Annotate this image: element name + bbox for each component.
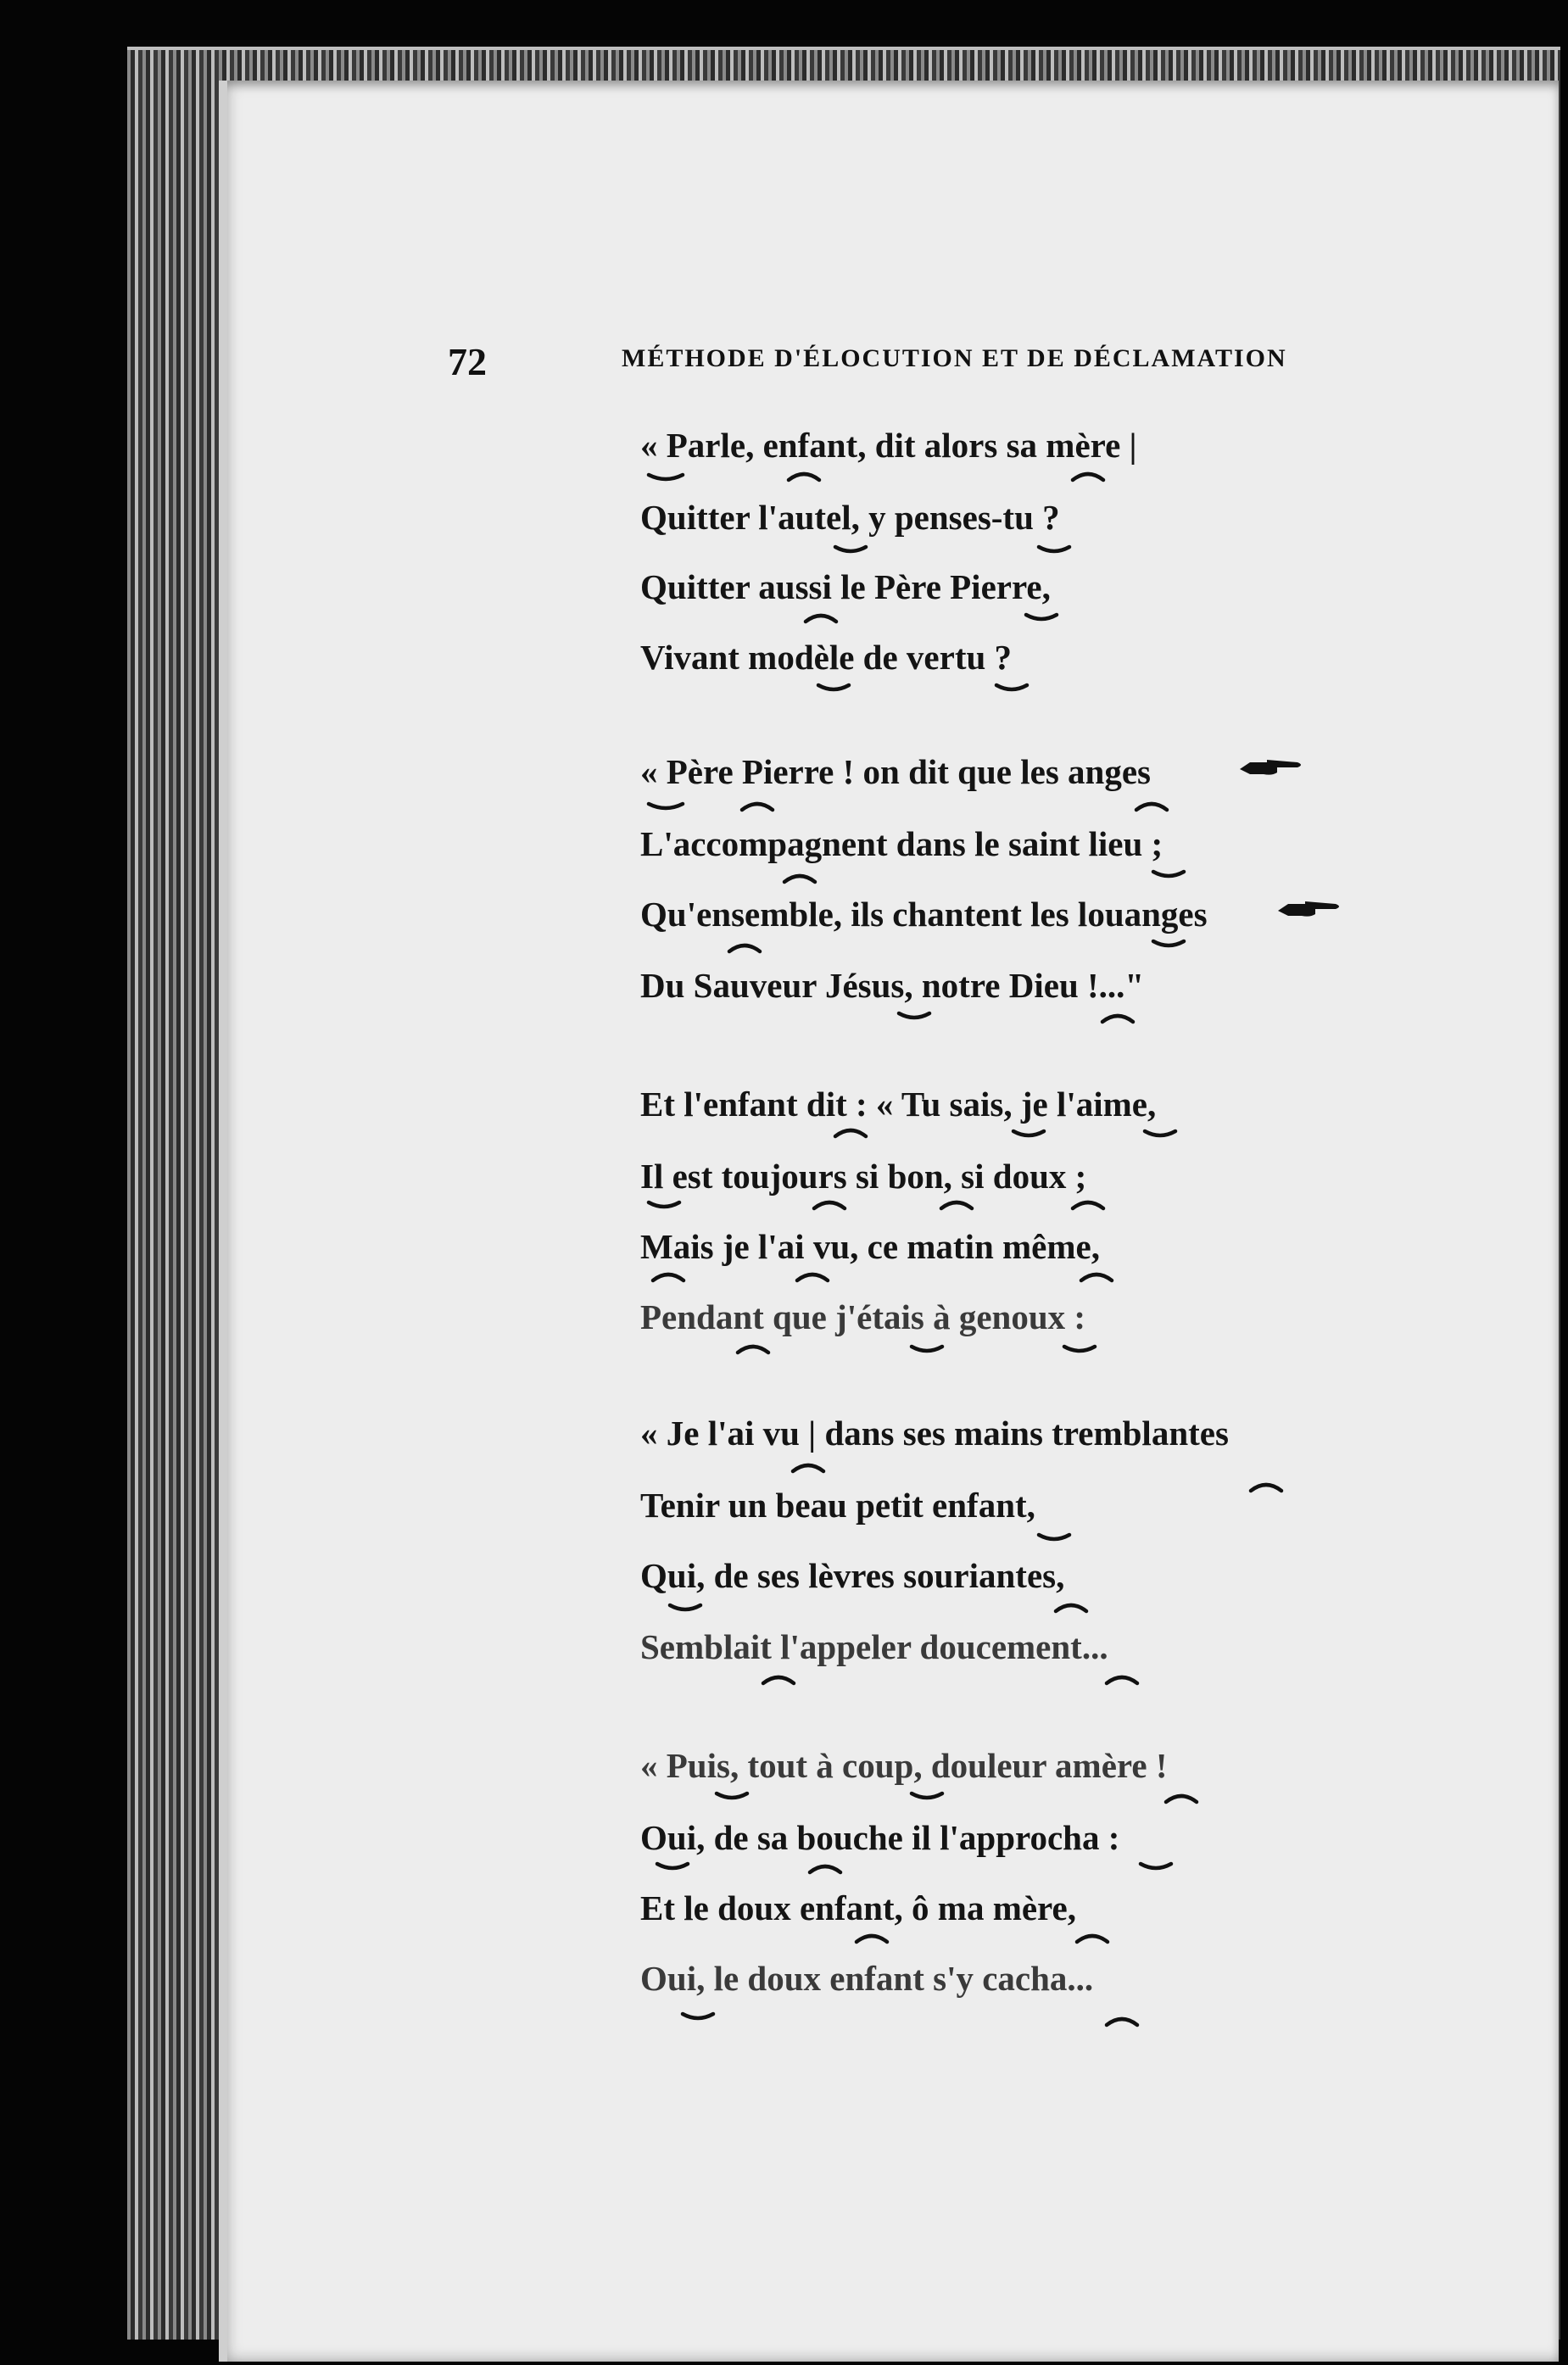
verse-line: « Père Pierre ! on dit que les anges bbox=[640, 752, 1151, 791]
pointing-hand-icon bbox=[1238, 757, 1306, 778]
verse-line: « Puis, tout à coup, douleur amère ! bbox=[640, 1746, 1168, 1785]
verse-line: Semblait l'appeler doucement... bbox=[640, 1627, 1108, 1666]
verse-line: Du Sauveur Jésus, notre Dieu !..." bbox=[640, 966, 1145, 1005]
verse-line: Quitter aussi le Père Pierre, bbox=[640, 567, 1051, 606]
page-number: 72 bbox=[448, 340, 487, 383]
verse-line: Mais je l'ai vu, ce matin même, bbox=[640, 1227, 1100, 1266]
verse-line: Tenir un beau petit enfant, bbox=[640, 1486, 1035, 1525]
verse-line: Qu'ensemble, ils chantent les louanges bbox=[640, 895, 1208, 934]
running-head: MÉTHODE D'ÉLOCUTION ET DE DÉCLAMATION bbox=[622, 344, 1287, 372]
verse-line: Et l'enfant dit : « Tu sais, je l'aime, bbox=[640, 1085, 1157, 1124]
pointing-hand-icon bbox=[1276, 899, 1344, 919]
verse-line: « Parle, enfant, dit alors sa mère | bbox=[640, 426, 1137, 465]
verse-line: Quitter l'autel, y penses-tu ? bbox=[640, 498, 1060, 537]
verse-line: Qui, de ses lèvres souriantes, bbox=[640, 1556, 1065, 1595]
verse-line: L'accompagnent dans le saint lieu ; bbox=[640, 824, 1163, 863]
verse-line: Pendant que j'étais à genoux : bbox=[640, 1297, 1086, 1336]
verse-line: Vivant modèle de vertu ? bbox=[640, 638, 1013, 677]
verse-line: Oui, de sa bouche il l'approcha : bbox=[640, 1818, 1120, 1857]
verse-line: « Je l'ai vu | dans ses mains tremblantes bbox=[640, 1414, 1229, 1453]
verse-line: Et le doux enfant, ô ma mère, bbox=[640, 1888, 1076, 1927]
verse-line: Il est toujours si bon, si doux ; bbox=[640, 1157, 1087, 1196]
verse-line: Oui, le doux enfant s'y cacha... bbox=[640, 1959, 1094, 1998]
